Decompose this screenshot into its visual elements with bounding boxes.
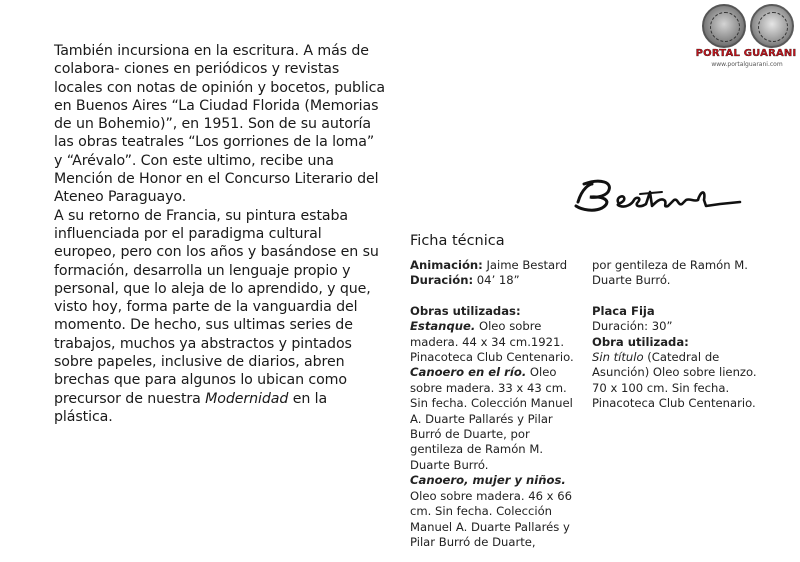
paragraph-painting-text: A su retorno de Francia, su pintura estaba influenciada por el paradigma cultural europeo, pero con los años y basándose en su formación, desarrolla un lenguaje propio y personal, que lo aleja de lo aprendido, y que, visto hoy, forma parte de la vanguardia del momento. De hecho, sus ultimas series de trabajos, muchos ya abstractos y pintados sobre papeles, inclusive de diarios, abren brechas que para algunos lo ubican como precursor de nuestra (54, 207, 379, 407)
seal-right-icon (750, 4, 794, 48)
ficha-tecnica-title: Ficha técnica (410, 233, 505, 249)
duracion-label: Duración: (410, 273, 474, 288)
obra-canoero-mujer-cont: por gentileza de Ramón M. Duarte Burró. (592, 258, 748, 288)
paragraph-painting (54, 207, 386, 427)
obra-estanque-title: Estanque. (410, 319, 476, 334)
placa-duracion: Duración: 30” (592, 319, 673, 334)
bestard-signature (570, 170, 745, 220)
obra-sin-titulo-title: Sin título (592, 350, 644, 365)
modernidad-emphasis: Modernidad (205, 390, 289, 407)
animacion-label: Animación: (410, 258, 483, 272)
logo-name: PORTAL GUARANI (695, 48, 797, 59)
obra-canoero-rio-title: Canoero en el río. (410, 365, 527, 380)
obra-canoero-rio (410, 365, 585, 473)
paragraph-painting-end: en la plástica. (54, 390, 328, 425)
seal-left-icon (702, 4, 746, 48)
obra-canoero-rio-desc: Oleo sobre madera. 33 x 43 cm. Sin fecha. Colección Manuel A. Duarte Pallarés y Pilar Burró de Duarte, por gentileza de Ramón M. Duarte Burró. (410, 365, 573, 472)
obra-utilizada-label: Obra utilizada: (592, 334, 689, 349)
ficha-column-1 (410, 258, 585, 550)
placa-fija-label: Placa Fija (592, 303, 655, 318)
obras-utilizadas-label: Obras utilizadas: (410, 303, 521, 318)
obra-canoero-mujer-title: Canoero, mujer y niños. (410, 473, 566, 488)
animacion-line (410, 258, 585, 273)
duracion-line (410, 273, 585, 288)
animacion-value: Jaime Bestard (482, 258, 568, 272)
body-text (54, 42, 386, 426)
portal-guarani-logo[interactable] (695, 4, 797, 66)
obra-sin-titulo-desc: (Catedral de Asunción) Oleo sobre lienzo. 70 x 100 cm. Sin fecha. Pinacoteca Club Centenario. (592, 350, 757, 411)
ficha-column-2 (592, 258, 762, 412)
obra-sin-titulo (592, 350, 762, 412)
duracion-value: 04’ 18” (473, 273, 520, 288)
obra-estanque-desc: Oleo sobre madera. 44 x 34 cm.1921. Pinacoteca Club Centenario. (410, 319, 574, 365)
obra-canoero-mujer (410, 473, 585, 550)
paragraph-writing: También incursiona en la escritura. A más de colabora- ciones en periódicos y revistas locales con notas de opinión y bocetos, publica en Buenos Aires “La Ciudad Florida (Memorias de un Bohemio)”, en 1951. Son de su autoría las obras teatrales “Los gorriones de la loma” y “Arévalo”. Con este ultimo, recibe una Mención de Honor en el Concurso Literario del Ateneo Paraguayo. (54, 43, 385, 206)
logo-url: www.portalguarani.com (711, 61, 783, 68)
obra-canoero-mujer-desc: Oleo sobre madera. 46 x 66 cm. Sin fecha. Colección Manuel A. Duarte Pallarés y Pilar Burró de Duarte, (410, 488, 572, 549)
obra-estanque (410, 319, 585, 365)
